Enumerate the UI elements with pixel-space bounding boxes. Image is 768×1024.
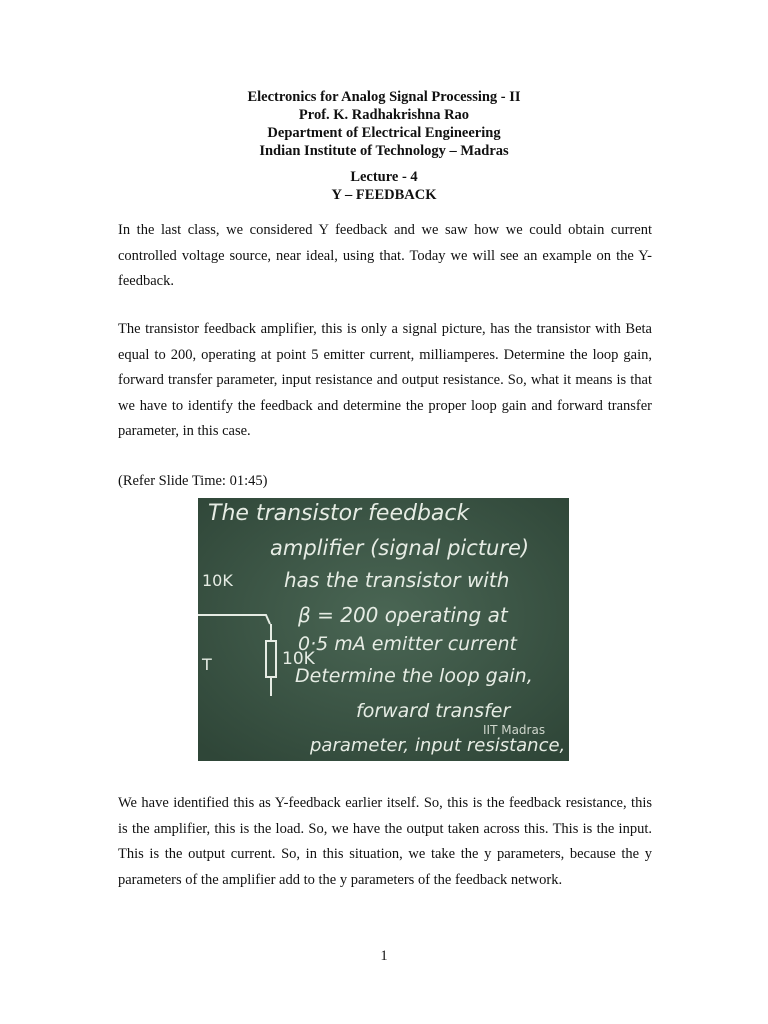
professor-name: Prof. K. Radhakrishna Rao [298, 107, 470, 123]
slide-label-t: T [202, 655, 212, 674]
slide-line-2: amplifier (signal picture) [270, 536, 530, 560]
page-number: 1 [380, 948, 388, 964]
paragraph-explanation: We have identified this as Y-feedback earlier itself. So, this is the feedback resistance, this is the amplifier, this is the load. So, we have the output taken across this. This is the input. This is the output current. So, in this situation, we take the y parameters, because the y parameters of the amplifier add to the y parameters of the feedback network. [118, 795, 652, 888]
institute-name: Indian Institute of Technology – Madras [259, 143, 509, 159]
slide-line-6: Determine the loop gain, [295, 665, 533, 687]
lecture-number: Lecture - 4 [350, 169, 418, 185]
slide-line-8: parameter, input resistance, [310, 735, 566, 756]
slide-line-3: has the transistor with [284, 568, 510, 592]
slide-line-1: The transistor feedback [208, 501, 470, 526]
paragraph-problem: The transistor feedback amplifier, this is only a signal picture, has the transistor with Beta equal to 200, operating at point 5 emitter current, milliamperes. Determine the loop gain, forward transfer parameter, input resistance and output resistance. So, what it means is that we have to identify the feedback and determine the proper loop gain and forward transfer parameter, in this case. [118, 321, 652, 439]
slide-line-7: forward transfer [356, 700, 511, 722]
document-header [0, 88, 768, 204]
lecture-topic: Y – FEEDBACK [331, 187, 437, 203]
slide-reference: (Refer Slide Time: 01:45) [118, 473, 268, 489]
paragraph-intro: In the last class, we considered Y feedback and we saw how we could obtain current controlled voltage source, near ideal, using that. Today we will see an example on the Y-feedback. [118, 222, 652, 289]
slide-line-5: 0·5 mA emitter current [298, 633, 518, 655]
course-title: Electronics for Analog Signal Processing - II [247, 89, 521, 105]
slide-line-4: β = 200 operating at [298, 603, 508, 627]
department-name: Department of Electrical Engineering [267, 125, 501, 141]
slide-label-10k-resistor: 10K [282, 649, 315, 669]
chalkboard-drawing [198, 498, 569, 761]
slide-watermark: IIT Madras [483, 723, 546, 737]
lecture-slide-image [198, 498, 569, 761]
slide-label-10k-top: 10K [202, 571, 233, 590]
